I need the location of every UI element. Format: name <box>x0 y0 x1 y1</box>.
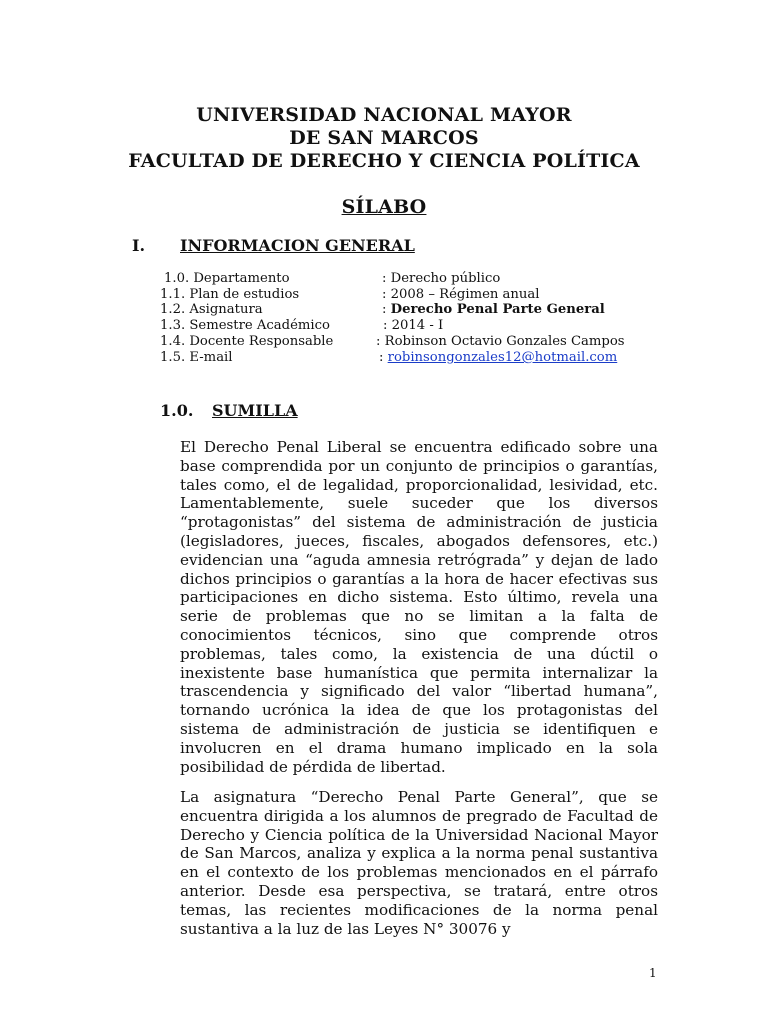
info-label: 1.2. Asignatura <box>160 302 263 317</box>
info-value <box>379 350 617 366</box>
info-label: 1.1. Plan de estudios <box>160 287 300 302</box>
value-prefix: : <box>382 302 391 317</box>
info-row-email <box>160 350 680 366</box>
info-row-asignatura <box>160 302 660 318</box>
email-link[interactable]: robinsongonzales12@hotmail.com <box>387 350 618 365</box>
page-number: 1 <box>649 966 657 980</box>
subsection-title: SUMILLA <box>212 401 298 420</box>
faculty-name: FACULTAD DE DERECHO Y CIENCIA POLÍTICA <box>128 150 640 172</box>
info-value: : Robinson Octavio Gonzales Campos <box>376 334 625 349</box>
course-name: Derecho Penal Parte General <box>390 302 605 317</box>
info-label: 1.4. Docente Responsable <box>160 334 334 349</box>
info-value: : 2014 - I <box>383 318 444 333</box>
info-row-plan-estudios <box>160 287 660 303</box>
value-prefix: : <box>379 350 388 365</box>
info-value: : 2008 – Régimen anual <box>382 287 540 302</box>
section-title: INFORMACION GENERAL <box>180 236 415 255</box>
university-name-line1: UNIVERSIDAD NACIONAL MAYOR <box>196 104 572 126</box>
info-label: 1.3. Semestre Académico <box>160 318 330 333</box>
sumilla-paragraph-2: La asignatura “Derecho Penal Parte General”, que se encuentra dirigida a los alumnos de pregrado de Facultad de Derecho y Ciencia política de la Universidad Nacional Mayor de San Marcos, analiza y explica a la norma penal sustantiva en el contexto de los problemas mencionados en el párrafo anterior. Desde esa perspectiva, se tratará, entre otros temas, las recientes modificaciones de la norma penal sustantiva a la luz de las Leyes N° 30076 y <box>180 788 658 938</box>
sumilla-paragraph-1: El Derecho Penal Liberal se encuentra edificado sobre una base comprendida por un conjunto de principios o garantías, tales como, el de legalidad, proporcionalidad, lesividad, etc. Lamentablemente, suele suceder que los diversos “protagonistas” del sistema de administración de justicia (legisladores, jueces, fiscales, abogados defensores, etc.) evidencian una “aguda amnesia retrógrada” y dejan de lado dichos principios o garantías a la hora de hacer efectivas sus participaciones en dicho sistema. Esto último, revela una serie de problemas que no se limitan a la falta de conocimientos técnicos, sino que comprende otros problemas, tales como, la existencia de una dúctil o inexistente base humanística que permita internalizar la trascendencia y significado del valor “libertad humana”, tornando ucrónica la idea de que los protagonistas del sistema de administración de justicia se identifiquen e involucren en el drama humano implicado en la sola posibilidad de pérdida de libertad. <box>180 438 658 776</box>
university-name-line2: DE SAN MARCOS <box>289 127 479 149</box>
info-value <box>382 302 605 318</box>
info-row-docente <box>160 334 680 350</box>
section-number: I. <box>132 236 146 255</box>
info-row-semestre <box>160 318 660 334</box>
info-label: 1.0. Departamento <box>164 271 290 286</box>
info-label: 1.5. E-mail <box>160 350 233 365</box>
info-row-departamento <box>164 271 664 287</box>
document-title: SÍLABO <box>341 196 427 218</box>
info-value: : Derecho público <box>382 271 501 286</box>
subsection-number: 1.0. <box>160 401 194 420</box>
